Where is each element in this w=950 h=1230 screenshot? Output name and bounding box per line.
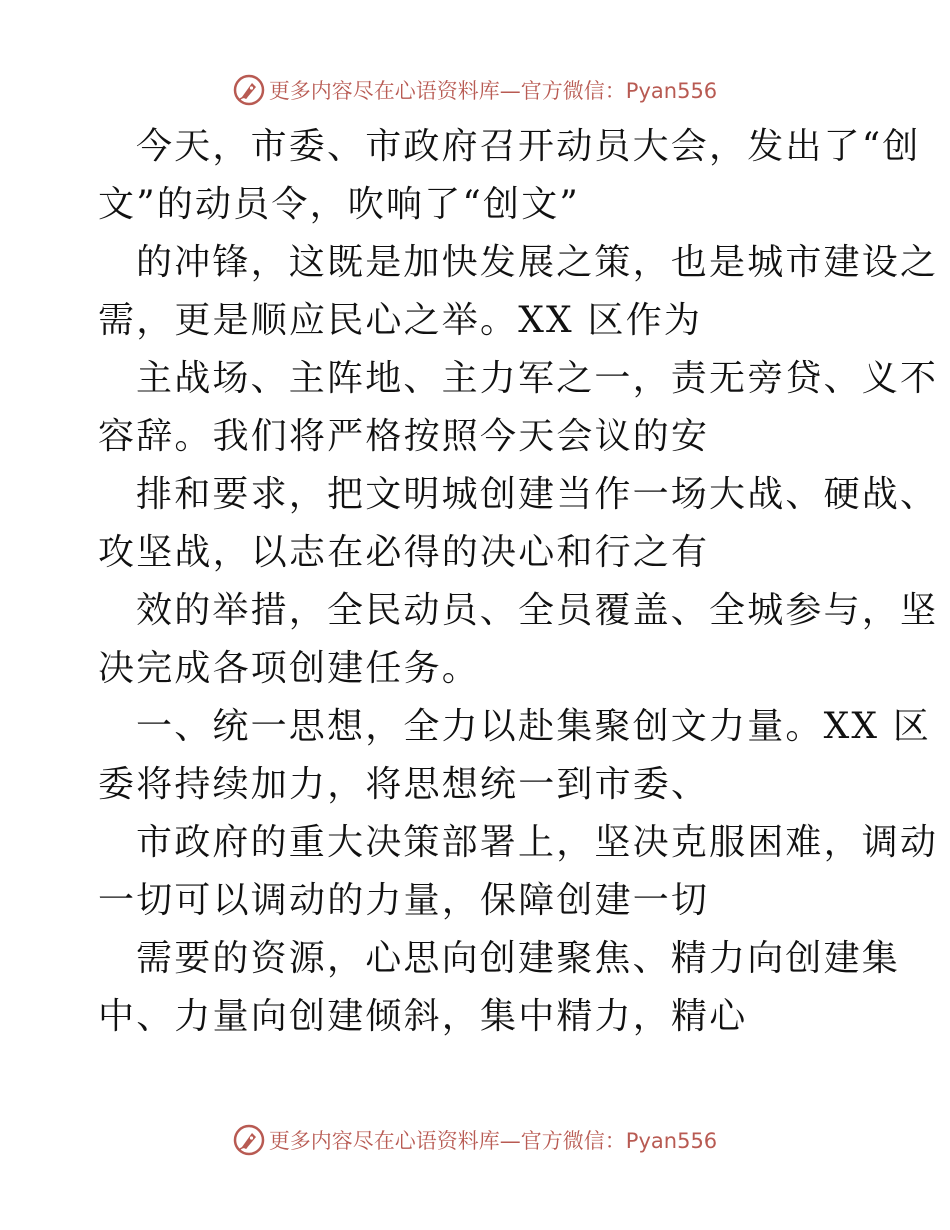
pen-nib-logo-icon xyxy=(233,74,265,106)
body-text xyxy=(98,118,939,1046)
paragraph-line: 的冲锋，这既是加快发展之策，也是城市建设之 xyxy=(136,242,939,283)
paragraph-line: 效的举措，全民动员、全员覆盖、全城参与，坚 xyxy=(136,590,939,631)
paragraph-line: 委将持续加力，将思想统一到市委、 xyxy=(98,764,710,805)
header-banner-text: 更多内容尽在心语资料库—官方微信：Pyan556 xyxy=(268,79,718,103)
paragraph-line: 一切可以调动的力量，保障创建一切 xyxy=(98,880,710,921)
pen-nib-logo-icon xyxy=(233,1124,265,1156)
paragraph-line: 需，更是顺应民心之举。XX 区作为 xyxy=(98,300,703,341)
paragraph-line: 一、统一思想，全力以赴集聚创文力量。XX 区 xyxy=(136,706,932,747)
header-banner xyxy=(0,70,950,110)
paragraph-line: 中、力量向创建倾斜，集中精力，精心 xyxy=(98,996,748,1037)
paragraph-line: 今天，市委、市政府召开动员大会，发出了“创 xyxy=(136,126,921,167)
paragraph-line: 主战场、主阵地、主力军之一，责无旁贷、义不 xyxy=(136,358,939,399)
paragraph-line: 文”的动员令，吹响了“创文” xyxy=(98,184,581,225)
paragraph-line: 需要的资源，心思向创建聚焦、精力向创建集 xyxy=(136,938,901,979)
paragraph-line: 容辞。我们将严格按照今天会议的安 xyxy=(98,416,710,457)
paragraph-line: 排和要求，把文明城创建当作一场大战、硬战、 xyxy=(136,474,939,515)
paragraph-line: 市政府的重大决策部署上，坚决克服困难，调动 xyxy=(136,822,939,863)
paragraph-line: 决完成各项创建任务。 xyxy=(98,648,481,689)
paragraph-line: 攻坚战，以志在必得的决心和行之有 xyxy=(98,532,710,573)
footer-banner-text: 更多内容尽在心语资料库—官方微信：Pyan556 xyxy=(268,1129,718,1153)
footer-banner xyxy=(0,1120,950,1160)
